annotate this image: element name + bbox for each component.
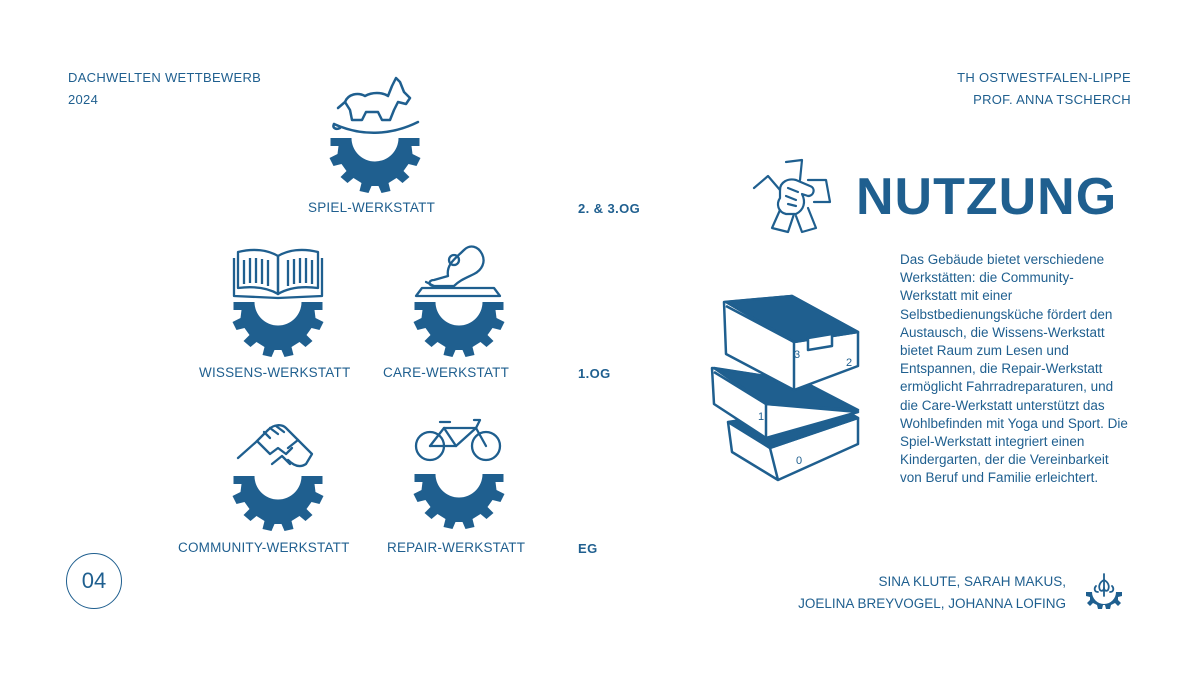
description-text: Das Gebäude bietet verschiedene Werkstätten: die Community-Werkstatt mit einer Selbstbedienungsküche fördert den Austausch, die Wissens-Werkstatt bietet Raum zum Lesen und Entspannen, die Repair-Werkstatt ermöglicht Fahrradreparaturen, und die Care-Werkstatt unterstützt das Wohlbefinden mit Yoga und Sport. Die Spiel-Werkstatt integriert einen Kindergarten, der die Vereinbarkeit von Beruf und Familie erleichtert. <box>900 252 1128 486</box>
logo-icon <box>1080 570 1128 610</box>
building-level-1: 1 <box>758 411 765 423</box>
page-title: NUTZUNG <box>856 168 1118 226</box>
floor-label-middle: 1.OG <box>578 366 611 381</box>
rocking-horse-icon <box>320 72 430 192</box>
building-stack-icon <box>708 292 870 488</box>
building-level-3: 3 <box>794 349 801 361</box>
hands-icon <box>752 158 836 234</box>
bicycle-icon <box>404 408 514 528</box>
professor-name: PROF. ANNA TSCHERCH <box>973 92 1131 107</box>
header-left <box>68 67 261 111</box>
care-werkstatt-label: CARE-WERKSTATT <box>383 365 510 380</box>
competition-name: DACHWELTEN WETTBEWERB <box>68 70 262 85</box>
floor-label-upper: 2. & 3.OG <box>578 201 641 216</box>
credits-line-2: JOELINA BREYVOGEL, JOHANNA LOFING <box>798 596 1066 611</box>
wissens-werkstatt-label: WISSENS-WERKSTATT <box>199 365 351 380</box>
page-number: 04 <box>66 553 122 609</box>
yoga-icon <box>404 236 514 356</box>
repair-werkstatt-label: REPAIR-WERKSTATT <box>387 540 526 555</box>
spiel-werkstatt-label: SPIEL-WERKSTATT <box>308 200 436 215</box>
building-level-2: 2 <box>846 357 853 369</box>
floor-label-ground: EG <box>578 541 598 556</box>
credits <box>798 571 1066 615</box>
credits-line-1: SINA KLUTE, SARAH MAKUS, <box>878 574 1066 589</box>
competition-year: 2024 <box>68 92 99 107</box>
book-icon <box>226 236 336 356</box>
community-werkstatt-label: COMMUNITY-WERKSTATT <box>178 540 350 555</box>
building-level-0: 0 <box>796 455 803 467</box>
header-right <box>957 67 1131 111</box>
handshake-icon <box>226 408 336 528</box>
university-name: TH OSTWESTFALEN-LIPPE <box>957 70 1131 85</box>
